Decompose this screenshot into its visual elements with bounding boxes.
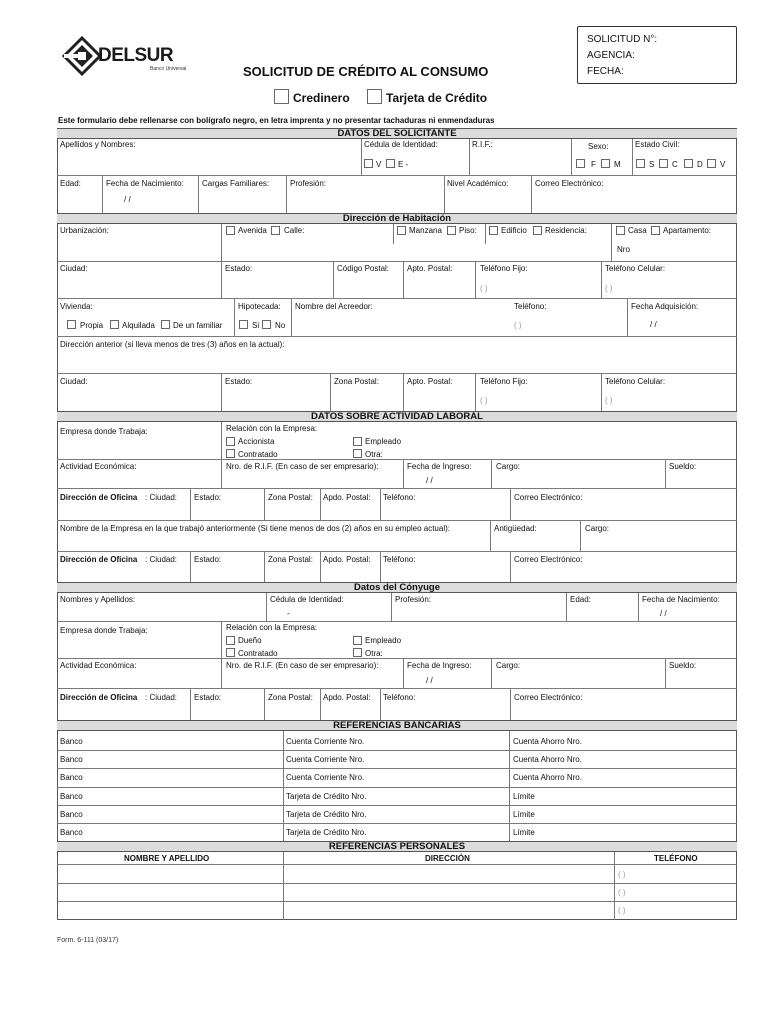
empleado-label: Empleado (365, 437, 402, 446)
nacionalidad-v-label: V (376, 160, 382, 169)
sexo-label: Sexo: (588, 142, 609, 151)
tarjeta-credito-label: Tarjeta de Crédito (386, 91, 488, 105)
form-title: SOLICITUD DE CRÉDITO AL CONSUMO (243, 64, 489, 79)
credinero-label: Credinero (293, 91, 350, 105)
telefono-celular-parens: ( ) (605, 284, 613, 293)
sueldo-label: Sueldo: (669, 462, 697, 471)
urbanizacion-label: Urbanización: (60, 226, 109, 235)
conyuge-dueno-checkbox[interactable] (226, 636, 235, 645)
fecha-label: FECHA: (587, 66, 624, 77)
apto-postal-label: Apto. Postal: (407, 264, 453, 273)
conyuge-empresa-label: Empresa donde Trabaja: (60, 626, 148, 635)
piso-label: Piso: (459, 226, 477, 235)
conyuge-contratado-checkbox[interactable] (226, 648, 235, 657)
bank-row-6-banco: Banco (60, 828, 83, 837)
instructions: Este formulario debe rellenarse con bolígrafo negro, en letra imprenta y no presentar tachaduras ni enmendaduras (58, 116, 495, 125)
nacionalidad-v-checkbox[interactable] (364, 159, 373, 168)
oficina-anterior-estado-label: Estado: (194, 555, 222, 564)
conyuge-rif-label: Nro. de R.I.F. (En caso de ser empresario): (226, 661, 379, 670)
col-telefono-header: TELÉFONO (654, 854, 698, 863)
conyuge-dueno-label: Dueño (238, 636, 262, 645)
section-datos-solicitante: DATOS DEL SOLICITANTE (57, 128, 737, 139)
vivienda-propia-checkbox[interactable] (67, 320, 76, 329)
logo-subtitle: Banco Universal (150, 66, 187, 72)
bank-row-1-otro: Cuenta Ahorro Nro. (513, 737, 582, 746)
oficina-correo-label: Correo Electrónico: (514, 493, 583, 502)
conyuge-oficina-telefono-label: Teléfono: (383, 693, 416, 702)
fecha-ingreso-slashes: / / (426, 476, 433, 485)
piso-checkbox[interactable] (447, 226, 456, 235)
bank-row-1-cuenta: Cuenta Corriente Nro. (286, 737, 365, 746)
ref-2-telefono-parens: ( ) (618, 888, 626, 897)
avenida-label: Avenida (238, 226, 267, 235)
ciudad-label: Ciudad: (60, 264, 88, 273)
vivienda-alquilada-checkbox[interactable] (110, 320, 119, 329)
bank-row-4-cuenta: Tarjeta de Crédito Nro. (286, 792, 367, 801)
civil-v-label: V (720, 160, 726, 169)
oficina-anterior-ciudad-label: : Ciudad: (145, 555, 178, 564)
delsur-logo (60, 36, 200, 78)
conyuge-relacion-label: Relación con la Empresa: (226, 623, 318, 632)
credinero-checkbox[interactable] (274, 89, 289, 104)
accionista-label: Accionista (238, 437, 275, 446)
civil-v-checkbox[interactable] (707, 159, 716, 168)
conyuge-cedula-dash: - (287, 609, 290, 618)
avenida-checkbox[interactable] (226, 226, 235, 235)
section-actividad-laboral: DATOS SOBRE ACTIVIDAD LABORAL (57, 411, 737, 422)
oficina-ciudad-label: : Ciudad: (145, 493, 178, 502)
civil-s-label: S (649, 160, 655, 169)
casa-label: Casa (628, 226, 647, 235)
oficina-estado-label: Estado: (194, 493, 222, 502)
telefono-fijo-parens: ( ) (480, 284, 488, 293)
vivienda-alquilada-label: Alquilada (122, 321, 155, 330)
conyuge-fecha-nacimiento-label: Fecha de Nacimiento: (642, 595, 720, 604)
vivienda-familiar-checkbox[interactable] (161, 320, 170, 329)
edificio-checkbox[interactable] (489, 226, 498, 235)
manzana-label: Manzana (409, 226, 442, 235)
oficina-anterior-correo-label: Correo Electrónico: (514, 555, 583, 564)
relacion-empresa-label: Relación con la Empresa: (226, 424, 318, 433)
bank-row-3-otro: Cuenta Ahorro Nro. (513, 773, 582, 782)
fecha-nacimiento-slashes: / / (124, 195, 131, 204)
cargas-familiares-label: Cargas Familiares: (202, 179, 270, 188)
col-nombre-header: NOMBRE Y APELLIDO (124, 854, 210, 863)
bank-row-2-banco: Banco (60, 755, 83, 764)
conyuge-direccion-oficina-label: Dirección de Oficina (60, 693, 138, 702)
civil-s-checkbox[interactable] (636, 159, 645, 168)
conyuge-otra-label: Otra: (365, 649, 383, 658)
hipotecada-no-label: No (275, 321, 286, 330)
conyuge-fecha-ingreso-label: Fecha de Ingreso: (407, 661, 472, 670)
estado-label: Estado: (225, 264, 253, 273)
fecha-ingreso-label: Fecha de Ingreso: (407, 462, 472, 471)
antiguedad-label: Antigüedad: (494, 524, 537, 533)
bank-row-5-otro: Límite (513, 810, 535, 819)
direccion-anterior-label: Dirección anterior (si lleva menos de tres (3) años en la actual): (60, 340, 285, 349)
conyuge-empleado-checkbox[interactable] (353, 636, 362, 645)
accionista-checkbox[interactable] (226, 437, 235, 446)
cargo-label: Cargo: (496, 462, 521, 471)
apartamento-label: Apartamento: (663, 226, 712, 235)
sexo-f-label: F (591, 160, 596, 169)
empresa-trabaja-label: Empresa donde Trabaja: (60, 427, 148, 436)
vivienda-label: Vivienda: (60, 302, 93, 311)
conyuge-cedula-label: Cédula de Identidad: (270, 595, 344, 604)
vivienda-familiar-label: De un familiar (173, 321, 223, 330)
civil-d-checkbox[interactable] (684, 159, 693, 168)
oficina-zona-postal-label: Zona Postal: (268, 493, 313, 502)
actividad-economica-label: Actividad Económica: (60, 462, 137, 471)
hipotecada-label: Hipotecada: (238, 302, 281, 311)
telefono-celular-anterior-label: Teléfono Celular: (605, 377, 666, 386)
direccion-oficina-label: Dirección de Oficina (60, 493, 138, 502)
sexo-f-checkbox[interactable] (576, 159, 585, 168)
oficina-apdo-postal-label: Apdo. Postal: (323, 493, 371, 502)
hipotecada-si-checkbox[interactable] (239, 320, 248, 329)
bank-row-6-otro: Límite (513, 828, 535, 837)
oficina-anterior-zona-label: Zona Postal: (268, 555, 313, 564)
bank-row-2-otro: Cuenta Ahorro Nro. (513, 755, 582, 764)
contratado-checkbox[interactable] (226, 449, 235, 458)
calle-checkbox[interactable] (271, 226, 280, 235)
nivel-academico-label: Nivel Académico: (447, 179, 509, 188)
conyuge-cargo-label: Cargo: (496, 661, 521, 670)
rif-label: R.I.F.: (472, 140, 493, 149)
apellidos-label: Apellidos y Nombres: (60, 140, 136, 149)
logo-wordmark: DELSUR (98, 45, 174, 66)
correo-label: Correo Electrónico: (535, 179, 604, 188)
oficina-telefono-label: Teléfono: (383, 493, 416, 502)
conyuge-oficina-correo-label: Correo Electrónico: (514, 693, 583, 702)
oficina-anterior-apdo-label: Apdo. Postal: (323, 555, 371, 564)
conyuge-oficina-apdo-label: Apdo. Postal: (323, 693, 371, 702)
acreedor-telefono-label: Teléfono: (514, 302, 547, 311)
residencia-checkbox[interactable] (533, 226, 542, 235)
civil-d-label: D (697, 160, 703, 169)
contratado-label: Contratado (238, 450, 278, 459)
estado-anterior-label: Estado: (225, 377, 253, 386)
telefono-fijo-anterior-parens: ( ) (480, 396, 488, 405)
oficina-anterior-telefono-label: Teléfono: (383, 555, 416, 564)
request-info-box (577, 26, 737, 84)
conyuge-fecha-nacimiento-slashes: / / (660, 609, 667, 618)
conyuge-edad-label: Edad: (570, 595, 591, 604)
section-referencias-bancarias: REFERENCIAS BANCARIAS (57, 720, 737, 731)
codigo-postal-label: Código Postal: (337, 264, 390, 273)
telefono-celular-label: Teléfono Celular: (605, 264, 666, 273)
conyuge-sueldo-label: Sueldo: (669, 661, 697, 670)
section-datos-conyuge: Datos del Cónyuge (57, 582, 737, 593)
conyuge-contratado-label: Contratado (238, 649, 278, 658)
otra-relacion-checkbox[interactable] (353, 449, 362, 458)
nro-label: Nro (617, 245, 630, 254)
telefono-fijo-label: Teléfono Fijo: (480, 264, 528, 273)
zona-postal-anterior-label: Zona Postal: (334, 377, 379, 386)
nacionalidad-e-label: E - (398, 160, 409, 169)
telefono-celular-anterior-parens: ( ) (605, 396, 613, 405)
casa-checkbox[interactable] (616, 226, 625, 235)
bank-row-1-banco: Banco (60, 737, 83, 746)
civil-c-label: C (672, 160, 678, 169)
sexo-m-checkbox[interactable] (601, 159, 610, 168)
tarjeta-credito-checkbox[interactable] (367, 89, 382, 104)
telefono-fijo-anterior-label: Teléfono Fijo: (480, 377, 528, 386)
empleado-checkbox[interactable] (353, 437, 362, 446)
conyuge-otra-checkbox[interactable] (353, 648, 362, 657)
bank-row-6-cuenta: Tarjeta de Crédito Nro. (286, 828, 367, 837)
bank-row-5-banco: Banco (60, 810, 83, 819)
profesion-label: Profesión: (290, 179, 327, 188)
apto-postal-anterior-label: Apto. Postal: (407, 377, 453, 386)
fecha-adquisicion-label: Fecha Adquisición: (631, 302, 699, 311)
ciudad-anterior-label: Ciudad: (60, 377, 88, 386)
bank-row-4-banco: Banco (60, 792, 83, 801)
edad-label: Edad: (60, 179, 81, 188)
solicitud-number-label: SOLICITUD N°: (587, 34, 658, 45)
conyuge-oficina-zona-label: Zona Postal: (268, 693, 313, 702)
fecha-adquisicion-slashes: / / (650, 320, 657, 329)
bank-row-4-otro: Límite (513, 792, 535, 801)
conyuge-empleado-label: Empleado (365, 636, 402, 645)
otra-relacion-label: Otra: (365, 450, 383, 459)
vivienda-propia-label: Propia (80, 321, 104, 330)
edificio-label: Edificio (501, 226, 527, 235)
bank-row-3-cuenta: Cuenta Corriente Nro. (286, 773, 365, 782)
fecha-nacimiento-label: Fecha de Nacimiento: (106, 179, 184, 188)
section-direccion-habitacion: Dirección de Habitación (57, 213, 737, 224)
empresa-anterior-label: Nombre de la Empresa en la que trabajó anteriormente (Si tiene menos de dos (2) años en su empleo actual): (60, 524, 450, 533)
conyuge-actividad-label: Actividad Económica: (60, 661, 137, 670)
apartamento-checkbox[interactable] (651, 226, 660, 235)
ref-1-telefono-parens: ( ) (618, 870, 626, 879)
conyuge-profesion-label: Profesión: (395, 595, 432, 604)
bank-row-2-cuenta: Cuenta Corriente Nro. (286, 755, 365, 764)
estado-civil-label: Estado Civil: (635, 140, 680, 149)
ref-3-telefono-parens: ( ) (618, 906, 626, 915)
conyuge-oficina-estado-label: Estado: (194, 693, 222, 702)
nacionalidad-e-checkbox[interactable] (386, 159, 395, 168)
hipotecada-si-label: Si (252, 321, 260, 330)
cedula-label: Cédula de Identidad: (364, 140, 438, 149)
direccion-oficina-anterior-label: Dirección de Oficina (60, 555, 138, 564)
rif-empresa-label: Nro. de R.I.F. (En caso de ser empresario): (226, 462, 379, 471)
conyuge-fecha-ingreso-slashes: / / (426, 676, 433, 685)
bank-row-3-banco: Banco (60, 773, 83, 782)
section-referencias-personales: REFERENCIAS PERSONALES (57, 841, 737, 852)
hipotecada-no-checkbox[interactable] (262, 320, 271, 329)
col-direccion-header: DIRECCIÓN (425, 854, 470, 863)
manzana-checkbox[interactable] (397, 226, 406, 235)
conyuge-oficina-ciudad-label: : Ciudad: (145, 693, 178, 702)
form-code: Form. 6-111 (03/17) (57, 937, 119, 944)
bank-row-5-cuenta: Tarjeta de Crédito Nro. (286, 810, 367, 819)
sexo-m-label: M (614, 160, 621, 169)
cargo-anterior-label: Cargo: (585, 524, 610, 533)
agencia-label: AGENCIA: (587, 50, 635, 61)
residencia-label: Residencia: (545, 226, 587, 235)
acreedor-telefono-parens: ( ) (514, 321, 522, 330)
conyuge-nombres-label: Nombres y Apellidos: (60, 595, 136, 604)
calle-label: Calle: (284, 226, 305, 235)
acreedor-label: Nombre del Acreedor: (295, 302, 373, 311)
civil-c-checkbox[interactable] (659, 159, 668, 168)
